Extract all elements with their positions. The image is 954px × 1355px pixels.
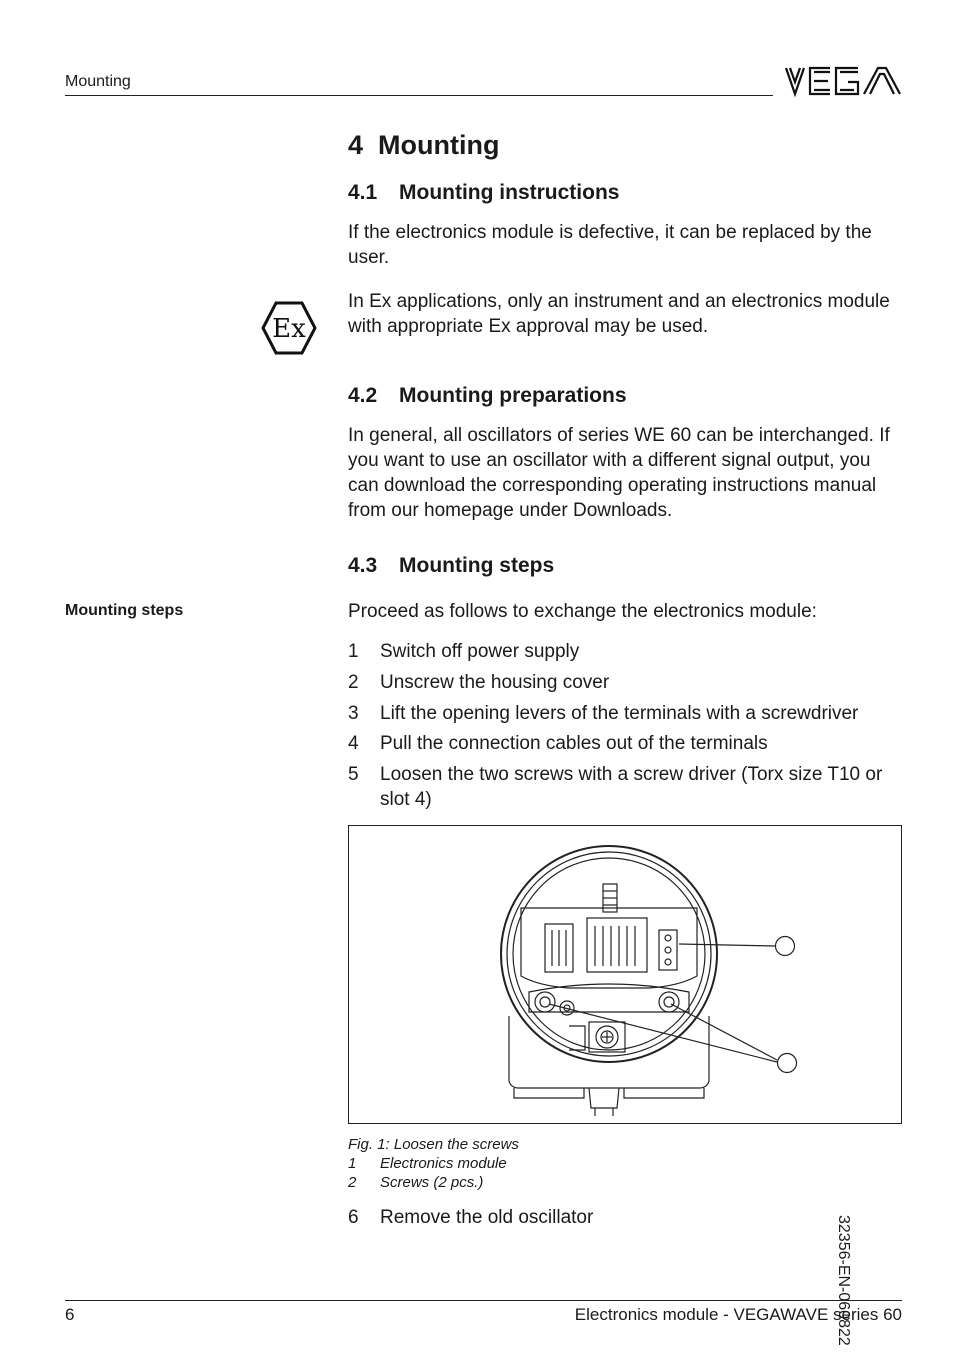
step-text: Lift the opening levers of the terminals with a screwdriver — [380, 703, 859, 724]
vega-logo — [784, 64, 902, 98]
legend-item — [348, 1154, 507, 1173]
section-heading-4-1 — [348, 181, 619, 205]
section-heading-4-3 — [348, 554, 554, 578]
header-rule — [65, 95, 773, 96]
step-text: Loosen the two screws with a screw driver (Torx size T10 or slot 4) — [380, 764, 883, 810]
section-title: Mounting preparations — [399, 384, 627, 407]
section-number: 4.2 — [348, 384, 378, 407]
footer-title: Electronics module - VEGAWAVE series 60 — [574, 1305, 902, 1324]
step-number: 1 — [348, 641, 359, 662]
list-item — [348, 701, 904, 726]
chapter-number: 4 — [348, 130, 364, 160]
step-number: 4 — [348, 733, 359, 754]
document-id: 32356-EN-060822 — [835, 1215, 852, 1346]
step-number: 6 — [348, 1207, 359, 1228]
figure-box — [348, 825, 902, 1124]
ex-approval-icon — [261, 300, 317, 356]
step-text: Switch off power supply — [380, 641, 580, 662]
housing-illustration — [349, 826, 901, 1123]
svg-text:Ex: Ex — [272, 314, 306, 344]
steps-intro: Proceed as follows to exchange the electronics module: — [348, 601, 817, 622]
list-item — [348, 762, 904, 812]
page-number: 6 — [65, 1305, 75, 1324]
section-heading-4-2 — [348, 384, 627, 408]
section-title: Mounting steps — [399, 554, 555, 577]
figure-caption-text: Fig. 1: Loosen the screws — [348, 1136, 519, 1153]
legend-item — [348, 1173, 483, 1192]
footer-rule — [65, 1300, 902, 1301]
list-item — [348, 670, 904, 695]
running-header: Mounting — [65, 73, 131, 90]
step-number: 2 — [348, 672, 359, 693]
step-number: 5 — [348, 764, 359, 785]
margin-label: Mounting steps — [65, 602, 184, 619]
legend-number: 2 — [348, 1174, 357, 1191]
step-text: Pull the connection cables out of the terminals — [380, 733, 768, 754]
figure-caption — [348, 1135, 519, 1154]
step-number: 3 — [348, 703, 359, 724]
section-number: 4.3 — [348, 554, 378, 577]
step-text: Unscrew the housing cover — [380, 672, 610, 693]
list-item — [348, 731, 904, 756]
paragraph: If the electronics module is defective, it can be replaced by the user. — [348, 222, 872, 268]
section-title: Mounting instructions — [399, 181, 620, 204]
step-text: Remove the old oscillator — [380, 1207, 594, 1228]
paragraph: In general, all oscillators of series WE 60 can be interchanged. If you want to use an oscillator with a different signal output, you can download the corresponding operating instructions manual from our homepage under Downloads. — [348, 425, 890, 521]
section-number: 4.1 — [348, 181, 378, 204]
legend-number: 1 — [348, 1155, 357, 1172]
chapter-title-text: Mounting — [378, 130, 500, 160]
list-item — [348, 639, 904, 664]
paragraph: In Ex applications, only an instrument and an electronics module with appropriate Ex approval may be used. — [348, 291, 890, 337]
list-item — [348, 1205, 904, 1230]
chapter-title — [348, 130, 500, 161]
legend-text: Electronics module — [380, 1155, 507, 1172]
legend-text: Screws (2 pcs.) — [380, 1174, 484, 1191]
